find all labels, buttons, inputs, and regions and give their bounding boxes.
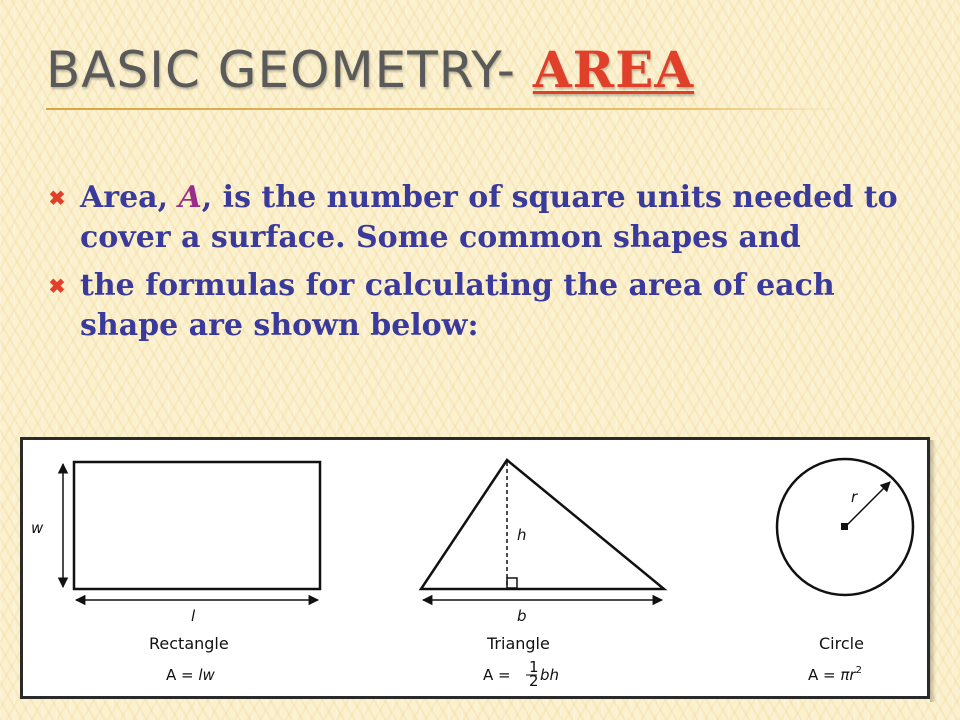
circle-formula-exponent: 2	[855, 665, 862, 676]
slide-title	[46, 40, 694, 100]
rectangle-length-label: l	[191, 607, 196, 625]
bullet-item-formulas	[40, 266, 930, 346]
bullet-x-icon: ✖	[48, 274, 66, 298]
triangle-formula-var: bh	[540, 666, 560, 684]
title-accent: AREA	[532, 40, 695, 99]
triangle-shape	[421, 460, 664, 589]
shapes-diagram	[23, 440, 927, 696]
rectangle-width-label: w	[31, 519, 44, 537]
rectangle-figure	[31, 462, 320, 684]
title-divider	[46, 108, 846, 110]
bullet-x-icon: ✖	[48, 186, 66, 210]
shapes-figure	[20, 437, 930, 699]
circle-formula-prefix: A =	[808, 666, 841, 684]
triangle-formula-numerator: 1	[529, 658, 539, 676]
figure-shadow	[930, 440, 936, 702]
triangle-figure	[421, 460, 664, 690]
circle-radius-label: r	[851, 488, 858, 506]
area-variable: A	[178, 180, 202, 215]
circle-name: Circle	[819, 634, 864, 653]
triangle-formula-denominator: 2	[529, 672, 539, 690]
bullet-text-before: Area,	[80, 180, 179, 215]
rectangle-formula-var: lw	[198, 666, 215, 684]
rectangle-formula-prefix: A =	[166, 666, 199, 684]
triangle-base-label: b	[517, 607, 527, 625]
title-main: BASIC GEOMETRY-	[46, 41, 533, 99]
triangle-height-label: h	[517, 526, 527, 544]
right-angle-mark	[507, 578, 517, 588]
triangle-formula-prefix: A =	[483, 666, 511, 684]
circle-figure	[777, 459, 913, 684]
circle-formula-var: r	[849, 666, 856, 684]
bullet-text: the formulas for calculating the area of each shape are shown below:	[80, 268, 835, 343]
rectangle-shape	[74, 462, 320, 589]
triangle-formula	[483, 658, 559, 690]
circle-formula-pi: π	[840, 666, 850, 684]
bullet-text-after: , is the number of square units needed to cover a surface. Some common shapes and	[80, 180, 898, 255]
rectangle-name: Rectangle	[149, 634, 229, 653]
bullet-list	[40, 178, 930, 354]
circle-formula	[808, 665, 862, 684]
bullet-item-definition	[40, 178, 930, 258]
rectangle-formula	[166, 666, 216, 684]
triangle-name: Triangle	[487, 634, 550, 653]
